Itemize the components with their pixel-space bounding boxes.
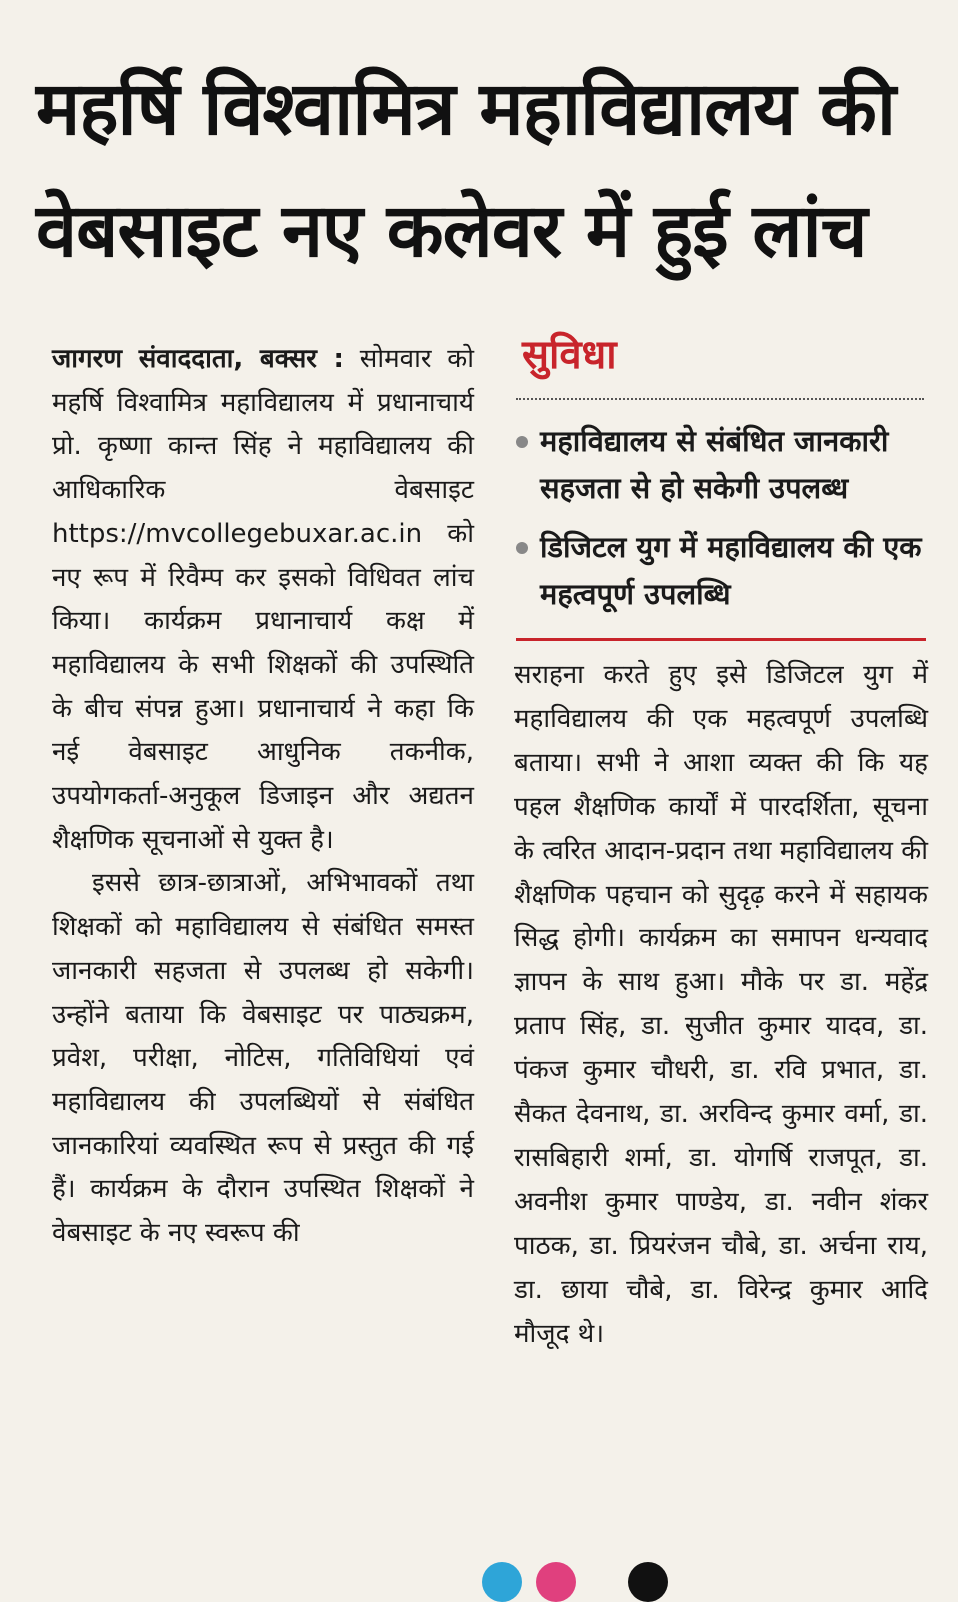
- article-paragraph-1-text: सोमवार को महर्षि विश्वामित्र महाविद्यालय में प्रधानाचार्य प्रो. कृष्णा कान्त सिंह ने महाविद्यालय की आधिकारिक वेबसाइट https://mvcollegebuxar.ac.in को नए रूप में रिवैम्प कर इसको विधिवत लांच किया। कार्यक्रम प्रधानाचार्य कक्ष में महाविद्यालय के सभी शिक्षकों की उपस्थिति के बीच संपन्न हुआ। प्रधानाचार्य ने कहा कि नई वेबसाइट आधुनिक तकनीक, उपयोगकर्ता-अनुकूल डिजाइन और अद्यतन शैक्षणिक सूचनाओं से युक्त है।: [52, 344, 474, 855]
- highlight-box-title: सुविधा: [522, 332, 617, 378]
- article-left-column: [52, 338, 474, 1256]
- headline-line-2: वेबसाइट नए कलेवर में हुई लांच: [36, 188, 867, 274]
- bullet-dot-icon: [516, 436, 528, 448]
- byline: जागरण संवाददाता, बक्सर :: [52, 344, 344, 374]
- print-registration-marks: [0, 1562, 958, 1600]
- article-paragraph-3: सराहना करते हुए इसे डिजिटल युग में महाविद्यालय की एक महत्वपूर्ण उपलब्धि बताया। सभी ने आशा व्यक्त की कि यह पहल शैक्षणिक कार्यों में पारदर्शिता, सूचना के त्वरित आदान-प्रदान तथा महाविद्यालय की शैक्षणिक पहचान को सुदृढ़ करने में सहायक सिद्ध होगी। कार्यक्रम का समापन धन्यवाद ज्ञापन के साथ हुआ। मौके पर डा. महेंद्र प्रताप सिंह, डा. सुजीत कुमार यादव, डा. पंकज कुमार चौधरी, डा. रवि प्रभात, डा. सैकत देवनाथ, डा. अरविन्द कुमार वर्मा, डा. रासबिहारी शर्मा, डा. योगर्षि राजपूत, डा. अवनीश कुमार पाण्डेय, डा. नवीन शंकर पाठक, डा. प्रियरंजन चौबे, डा. अर्चना राय, डा. छाया चौबे, डा. विरेन्द्र कुमार आदि मौजूद थे।: [514, 660, 928, 1349]
- highlight-box-divider: [516, 398, 924, 400]
- highlight-box-bottom-rule: [516, 638, 926, 641]
- article-paragraph-2: इससे छात्र-छात्राओं, अभिभावकों तथा शिक्षकों को महाविद्यालय से संबंधित समस्त जानकारी सहजता से उपलब्ध हो सकेगी। उन्होंने बताया कि वेबसाइट पर पाठ्यक्रम, प्रवेश, परीक्षा, नोटिस, गतिविधियां एवं महाविद्यालय की उपलब्धियों से संबंधित जानकारियां व्यवस्थित रूप से प्रस्तुत की गई हैं। कार्यक्रम के दौरान उपस्थित शिक्षकों ने वेबसाइट के नए स्वरूप की: [52, 868, 474, 1249]
- highlight-bullet: महाविद्यालय से संबंधित जानकारी सहजता से हो सकेगी उपलब्ध: [516, 418, 926, 512]
- article-right-column: [514, 654, 928, 1357]
- article-paragraph-1: [52, 338, 474, 862]
- registration-dot-cyan: [482, 1562, 522, 1602]
- highlight-bullet: डिजिटल युग में महाविद्यालय की एक महत्वपूर्ण उपलब्धि: [516, 524, 926, 618]
- headline: [36, 48, 926, 292]
- adjacent-column-fragment: [0, 520, 14, 860]
- headline-line-1: महर्षि विश्वामित्र महाविद्यालय की: [36, 66, 896, 152]
- registration-dot-black: [628, 1562, 668, 1602]
- bullet-dot-icon: [516, 542, 528, 554]
- registration-dot-magenta: [536, 1562, 576, 1602]
- highlight-box-list: [516, 418, 926, 630]
